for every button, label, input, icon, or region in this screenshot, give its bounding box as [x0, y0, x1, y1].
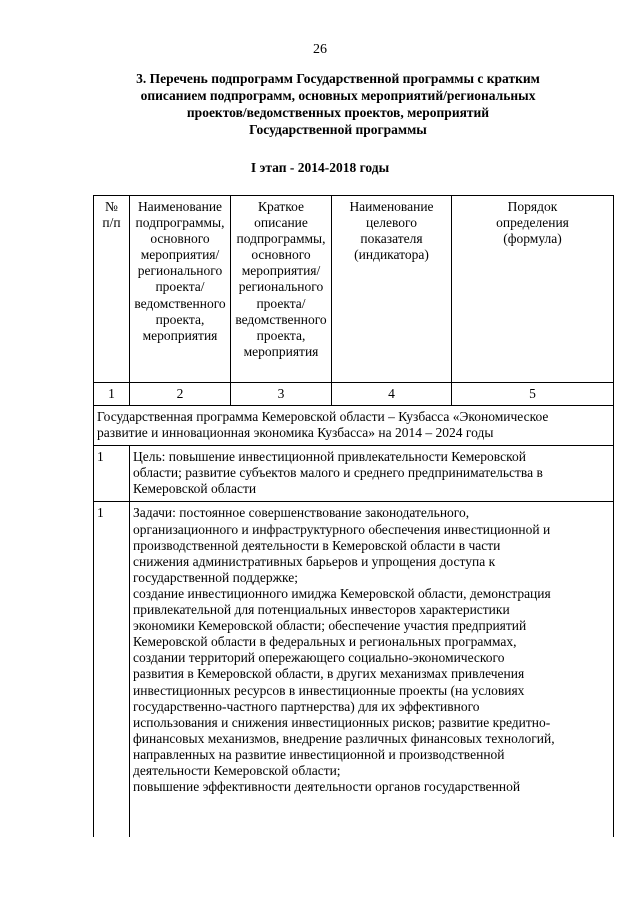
header-line: подпрограммы,: [236, 231, 326, 247]
tasks-line: инвестиционных ресурсов в инвестиционные проекты (на условиях: [133, 682, 525, 698]
header-line: основного: [150, 231, 210, 247]
section-heading: [100, 70, 576, 138]
column-number: 2: [130, 383, 231, 406]
header-line: №: [105, 199, 118, 214]
header-line: (индикатора): [354, 247, 429, 263]
column-number: 1: [94, 383, 130, 406]
header-line: описание: [254, 215, 308, 231]
table-body: [93, 382, 614, 837]
program-row: [94, 406, 614, 446]
tasks-line: финансовых механизмов, внедрение различных финансовых технологий,: [133, 730, 555, 746]
goal-line: Цель: повышение инвестиционной привлекательности Кемеровской: [133, 449, 526, 465]
tasks-line: деятельности Кемеровской области;: [133, 762, 341, 778]
header-line: мероприятия: [243, 343, 319, 359]
column-number: 4: [332, 383, 452, 406]
header-line: мероприятия/: [140, 247, 220, 263]
tasks-line: привлекательной для потенциальных инвесторов характеристики: [133, 602, 510, 618]
header-line: основного: [251, 247, 311, 263]
tasks-line: Кемеровской области в федеральных и региональных программах,: [133, 634, 517, 650]
header-cell-description: [231, 196, 332, 383]
program-cell: [94, 406, 614, 446]
tasks-line: организационного и инфраструктурного обеспечения инвестиционной и: [133, 521, 551, 537]
goal-cell: [130, 446, 614, 502]
header-line: регионального: [137, 263, 223, 279]
tasks-line: производственной деятельности в Кемеровской области в части: [133, 537, 501, 553]
tasks-line: направленных на развитие инвестиционной и производственной: [133, 746, 505, 762]
tasks-line: снижения административных барьеров и упрощения доступа к: [133, 553, 496, 569]
header-line: мероприятия: [142, 327, 218, 343]
goal-number: 1: [94, 446, 130, 502]
header-cell-number: [94, 196, 130, 383]
tasks-line: повышение эффективности деятельности органов государственной: [133, 779, 521, 795]
tasks-line: создание инвестиционного имиджа Кемеровской области, демонстрация: [133, 585, 551, 601]
tasks-line: экономики Кемеровской области; обеспечение участия предприятий: [133, 618, 527, 634]
header-line: Наименование: [349, 199, 434, 214]
tasks-line: развития в Кемеровской области, в других механизмах привлечения: [133, 666, 525, 682]
column-numbers-row: [94, 383, 614, 406]
tasks-row: [94, 502, 614, 838]
header-line: подпрограммы,: [135, 215, 225, 231]
heading-line: проектов/ведомственных проектов, мероприятий: [186, 105, 490, 120]
tasks-line: использования и снижения инвестиционных рисков; развитие кредитно-: [133, 714, 551, 730]
header-line: ведомственного: [235, 311, 327, 327]
header-line: (формула): [503, 231, 562, 247]
tasks-number: 1: [94, 502, 130, 838]
header-cell-name: [130, 196, 231, 383]
header-line: п/п: [102, 215, 121, 231]
heading-line: 3. Перечень подпрограмм Государственной программы с кратким: [136, 71, 540, 86]
table-header: [93, 195, 614, 383]
program-line: Государственная программа Кемеровской области – Кузбасса «Экономическое: [97, 409, 549, 424]
header-cell-indicator: [332, 196, 452, 383]
header-line: Порядок: [507, 199, 558, 214]
header-line: Наименование: [137, 199, 223, 214]
header-line: Краткое: [257, 199, 305, 214]
column-number: 3: [231, 383, 332, 406]
tasks-line: государственно-частного партнерства) для их эффективного: [133, 698, 480, 714]
goal-row: [94, 446, 614, 502]
header-line: проекта/: [256, 295, 306, 311]
header-line: целевого: [366, 215, 417, 231]
tasks-line: Задачи: постоянное совершенствование законодательного,: [133, 505, 470, 521]
header-line: определения: [496, 215, 569, 231]
header-line: мероприятия/: [241, 263, 321, 279]
page-number: 26: [313, 42, 327, 57]
stage-title: I этап - 2014-2018 годы: [250, 160, 390, 175]
heading-line: Государственной программы: [249, 122, 427, 137]
header-line: проекта,: [256, 327, 306, 343]
heading-line: описанием подпрограмм, основных мероприятий/региональных: [140, 88, 536, 103]
tasks-line: создании территорий опережающего социально-экономического: [133, 650, 505, 666]
header-line: ведомственного: [134, 295, 226, 311]
header-line: проекта,: [155, 311, 205, 327]
column-number: 5: [452, 383, 614, 406]
header-line: регионального: [238, 279, 324, 295]
goal-line: Кемеровской области: [133, 481, 257, 497]
tasks-line: государственной поддержке;: [133, 569, 298, 585]
goal-line: области; развитие субъектов малого и среднего предпринимательства в: [133, 465, 543, 481]
program-line: развитие и инновационная экономика Кузбасса» на 2014 – 2024 годы: [97, 425, 494, 441]
header-line: проекта/: [155, 279, 205, 295]
header-line: показателя: [360, 231, 423, 247]
tasks-cell: [130, 502, 614, 838]
header-cell-formula: [452, 196, 614, 383]
